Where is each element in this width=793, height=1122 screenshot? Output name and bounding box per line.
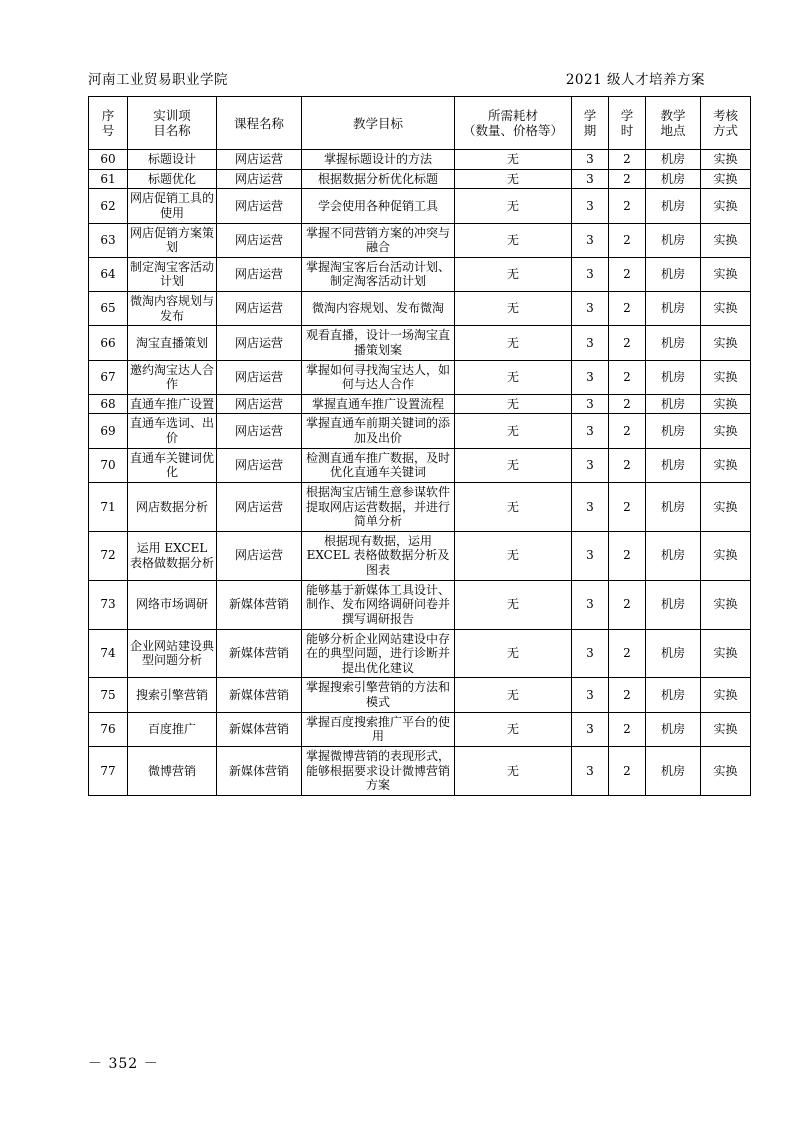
cell-item: 直通车推广设置 <box>128 394 217 414</box>
cell-term: 3 <box>572 169 609 189</box>
cell-term: 3 <box>572 629 609 678</box>
cell-term: 3 <box>572 580 609 629</box>
cell-course: 网店运营 <box>217 189 302 223</box>
cell-material: 无 <box>455 746 572 795</box>
cell-place: 机房 <box>646 482 701 531</box>
cell-goal: 观看直播，设计一场淘宝直播策划案 <box>302 326 455 360</box>
cell-no: 74 <box>89 629 128 678</box>
cell-no: 70 <box>89 448 128 482</box>
cell-hours: 2 <box>609 712 646 746</box>
cell-assess: 实换 <box>701 189 751 223</box>
cell-no: 63 <box>89 223 128 257</box>
cell-material: 无 <box>455 531 572 580</box>
table-row <box>89 414 751 448</box>
cell-item: 淘宝直播策划 <box>128 326 217 360</box>
cell-course: 网店运营 <box>217 150 302 170</box>
cell-material: 无 <box>455 580 572 629</box>
cell-hours: 2 <box>609 394 646 414</box>
cell-no: 61 <box>89 169 128 189</box>
cell-item: 制定淘宝客活动计划 <box>128 257 217 291</box>
column-header-material: 所需耗材 （数量、价格等） <box>455 97 572 150</box>
table-row <box>89 189 751 223</box>
cell-assess: 实换 <box>701 292 751 326</box>
cell-assess: 实换 <box>701 257 751 291</box>
cell-term: 3 <box>572 414 609 448</box>
cell-assess: 实换 <box>701 394 751 414</box>
cell-goal: 掌握百度搜索推广平台的使用 <box>302 712 455 746</box>
cell-course: 网店运营 <box>217 482 302 531</box>
cell-no: 75 <box>89 678 128 712</box>
cell-item: 搜索引擎营销 <box>128 678 217 712</box>
cell-course: 新媒体营销 <box>217 629 302 678</box>
cell-place: 机房 <box>646 414 701 448</box>
cell-hours: 2 <box>609 482 646 531</box>
cell-hours: 2 <box>609 580 646 629</box>
cell-term: 3 <box>572 223 609 257</box>
cell-item: 直通车选词、出价 <box>128 414 217 448</box>
cell-material: 无 <box>455 257 572 291</box>
column-header-term: 学 期 <box>572 97 609 150</box>
cell-hours: 2 <box>609 531 646 580</box>
cell-goal: 掌握不同营销方案的冲突与融合 <box>302 223 455 257</box>
cell-term: 3 <box>572 257 609 291</box>
cell-item: 微博营销 <box>128 746 217 795</box>
table-row <box>89 531 751 580</box>
cell-material: 无 <box>455 150 572 170</box>
cell-material: 无 <box>455 482 572 531</box>
page-number: － 352 － <box>88 1056 159 1072</box>
cell-material: 无 <box>455 414 572 448</box>
cell-no: 69 <box>89 414 128 448</box>
cell-hours: 2 <box>609 223 646 257</box>
cell-item: 网店数据分析 <box>128 482 217 531</box>
cell-assess: 实换 <box>701 531 751 580</box>
table-head <box>89 97 751 150</box>
cell-course: 网店运营 <box>217 448 302 482</box>
cell-assess: 实换 <box>701 150 751 170</box>
cell-goal: 掌握微博营销的表现形式，能够根据要求设计微博营销方案 <box>302 746 455 795</box>
cell-item: 微淘内容规划与发布 <box>128 292 217 326</box>
cell-item: 网店促销方案策划 <box>128 223 217 257</box>
column-header-no: 序 号 <box>89 97 128 150</box>
cell-goal: 掌握标题设计的方法 <box>302 150 455 170</box>
page-header <box>88 68 705 88</box>
cell-assess: 实换 <box>701 414 751 448</box>
cell-course: 新媒体营销 <box>217 712 302 746</box>
cell-item: 运用 EXCEL 表格做数据分析 <box>128 531 217 580</box>
cell-place: 机房 <box>646 169 701 189</box>
cell-term: 3 <box>572 360 609 394</box>
cell-place: 机房 <box>646 189 701 223</box>
cell-course: 网店运营 <box>217 223 302 257</box>
cell-hours: 2 <box>609 746 646 795</box>
cell-place: 机房 <box>646 257 701 291</box>
cell-goal: 掌握淘宝客后台活动计划、制定淘客活动计划 <box>302 257 455 291</box>
cell-item: 标题设计 <box>128 150 217 170</box>
cell-course: 网店运营 <box>217 257 302 291</box>
cell-hours: 2 <box>609 150 646 170</box>
cell-material: 无 <box>455 223 572 257</box>
table-row <box>89 746 751 795</box>
cell-goal: 掌握搜索引擎营销的方法和模式 <box>302 678 455 712</box>
cell-term: 3 <box>572 394 609 414</box>
cell-hours: 2 <box>609 189 646 223</box>
cell-term: 3 <box>572 189 609 223</box>
table-row <box>89 394 751 414</box>
cell-item: 邀约淘宝达人合作 <box>128 360 217 394</box>
cell-item: 企业网站建设典型问题分析 <box>128 629 217 678</box>
cell-goal: 掌握直通车推广设置流程 <box>302 394 455 414</box>
cell-no: 72 <box>89 531 128 580</box>
cell-goal: 根据现有数据，运用 EXCEL 表格做数据分析及图表 <box>302 531 455 580</box>
cell-goal: 能够基于新媒体工具设计、制作、发布网络调研问卷并撰写调研报告 <box>302 580 455 629</box>
cell-hours: 2 <box>609 678 646 712</box>
cell-term: 3 <box>572 531 609 580</box>
cell-hours: 2 <box>609 326 646 360</box>
cell-place: 机房 <box>646 448 701 482</box>
cell-no: 65 <box>89 292 128 326</box>
cell-course: 网店运营 <box>217 292 302 326</box>
cell-place: 机房 <box>646 746 701 795</box>
cell-assess: 实换 <box>701 326 751 360</box>
cell-assess: 实换 <box>701 746 751 795</box>
cell-place: 机房 <box>646 292 701 326</box>
table-body <box>89 150 751 796</box>
cell-hours: 2 <box>609 257 646 291</box>
cell-no: 67 <box>89 360 128 394</box>
cell-course: 新媒体营销 <box>217 580 302 629</box>
cell-no: 76 <box>89 712 128 746</box>
cell-goal: 根据淘宝店铺生意参谋软件提取网店运营数据，并进行简单分析 <box>302 482 455 531</box>
cell-assess: 实换 <box>701 678 751 712</box>
cell-goal: 根据数据分析优化标题 <box>302 169 455 189</box>
cell-material: 无 <box>455 712 572 746</box>
cell-hours: 2 <box>609 414 646 448</box>
cell-item: 百度推广 <box>128 712 217 746</box>
cell-place: 机房 <box>646 629 701 678</box>
cell-term: 3 <box>572 150 609 170</box>
cell-course: 网店运营 <box>217 531 302 580</box>
table-row <box>89 712 751 746</box>
cell-assess: 实换 <box>701 448 751 482</box>
cell-material: 无 <box>455 189 572 223</box>
cell-place: 机房 <box>646 678 701 712</box>
cell-place: 机房 <box>646 326 701 360</box>
cell-term: 3 <box>572 482 609 531</box>
cell-material: 无 <box>455 169 572 189</box>
cell-hours: 2 <box>609 292 646 326</box>
cell-course: 新媒体营销 <box>217 746 302 795</box>
table-row <box>89 629 751 678</box>
cell-term: 3 <box>572 746 609 795</box>
cell-assess: 实换 <box>701 360 751 394</box>
table-row <box>89 326 751 360</box>
cell-assess: 实换 <box>701 580 751 629</box>
cell-assess: 实换 <box>701 482 751 531</box>
cell-term: 3 <box>572 448 609 482</box>
cell-material: 无 <box>455 448 572 482</box>
cell-material: 无 <box>455 326 572 360</box>
column-header-hours: 学 时 <box>609 97 646 150</box>
column-header-goal: 教学目标 <box>302 97 455 150</box>
cell-place: 机房 <box>646 150 701 170</box>
cell-item: 标题优化 <box>128 169 217 189</box>
cell-material: 无 <box>455 394 572 414</box>
cell-course: 网店运营 <box>217 326 302 360</box>
cell-place: 机房 <box>646 712 701 746</box>
cell-assess: 实换 <box>701 629 751 678</box>
table-header-row <box>89 97 751 150</box>
table-row <box>89 292 751 326</box>
table-row <box>89 448 751 482</box>
cell-no: 60 <box>89 150 128 170</box>
cell-assess: 实换 <box>701 169 751 189</box>
table-row <box>89 482 751 531</box>
cell-item: 直通车关键词优化 <box>128 448 217 482</box>
table-row <box>89 360 751 394</box>
cell-goal: 掌握如何寻找淘宝达人，如何与达人合作 <box>302 360 455 394</box>
header-document-title: 2021 级人才培养方案 <box>565 72 705 88</box>
cell-term: 3 <box>572 712 609 746</box>
table-row <box>89 580 751 629</box>
cell-hours: 2 <box>609 629 646 678</box>
cell-hours: 2 <box>609 448 646 482</box>
header-institution: 河南工业贸易职业学院 <box>88 72 228 88</box>
cell-term: 3 <box>572 292 609 326</box>
cell-place: 机房 <box>646 360 701 394</box>
table-row <box>89 678 751 712</box>
table-row <box>89 257 751 291</box>
cell-place: 机房 <box>646 580 701 629</box>
cell-course: 网店运营 <box>217 414 302 448</box>
cell-assess: 实换 <box>701 223 751 257</box>
column-header-place: 教学 地点 <box>646 97 701 150</box>
cell-course: 网店运营 <box>217 360 302 394</box>
table-row <box>89 223 751 257</box>
cell-no: 77 <box>89 746 128 795</box>
cell-goal: 掌握直通车前期关键词的添加及出价 <box>302 414 455 448</box>
cell-no: 64 <box>89 257 128 291</box>
cell-no: 68 <box>89 394 128 414</box>
cell-goal: 检测直通车推广数据，及时优化直通车关键词 <box>302 448 455 482</box>
cell-no: 62 <box>89 189 128 223</box>
cell-hours: 2 <box>609 169 646 189</box>
cell-term: 3 <box>572 326 609 360</box>
column-header-item: 实训项 目名称 <box>128 97 217 150</box>
cell-material: 无 <box>455 678 572 712</box>
cell-goal: 微淘内容规划、发布微淘 <box>302 292 455 326</box>
cell-item: 网店促销工具的使用 <box>128 189 217 223</box>
cell-no: 66 <box>89 326 128 360</box>
cell-goal: 能够分析企业网站建设中存在的典型问题，进行诊断并提出优化建议 <box>302 629 455 678</box>
cell-hours: 2 <box>609 360 646 394</box>
column-header-assess: 考核 方式 <box>701 97 751 150</box>
training-projects-table <box>88 96 751 796</box>
cell-no: 71 <box>89 482 128 531</box>
table-row <box>89 150 751 170</box>
table-row <box>89 169 751 189</box>
cell-place: 机房 <box>646 531 701 580</box>
cell-course: 新媒体营销 <box>217 678 302 712</box>
cell-place: 机房 <box>646 394 701 414</box>
cell-material: 无 <box>455 629 572 678</box>
cell-material: 无 <box>455 292 572 326</box>
cell-material: 无 <box>455 360 572 394</box>
cell-no: 73 <box>89 580 128 629</box>
column-header-course: 课程名称 <box>217 97 302 150</box>
cell-item: 网络市场调研 <box>128 580 217 629</box>
cell-course: 网店运营 <box>217 394 302 414</box>
cell-goal: 学会使用各种促销工具 <box>302 189 455 223</box>
cell-place: 机房 <box>646 223 701 257</box>
cell-term: 3 <box>572 678 609 712</box>
cell-course: 网店运营 <box>217 169 302 189</box>
cell-assess: 实换 <box>701 712 751 746</box>
